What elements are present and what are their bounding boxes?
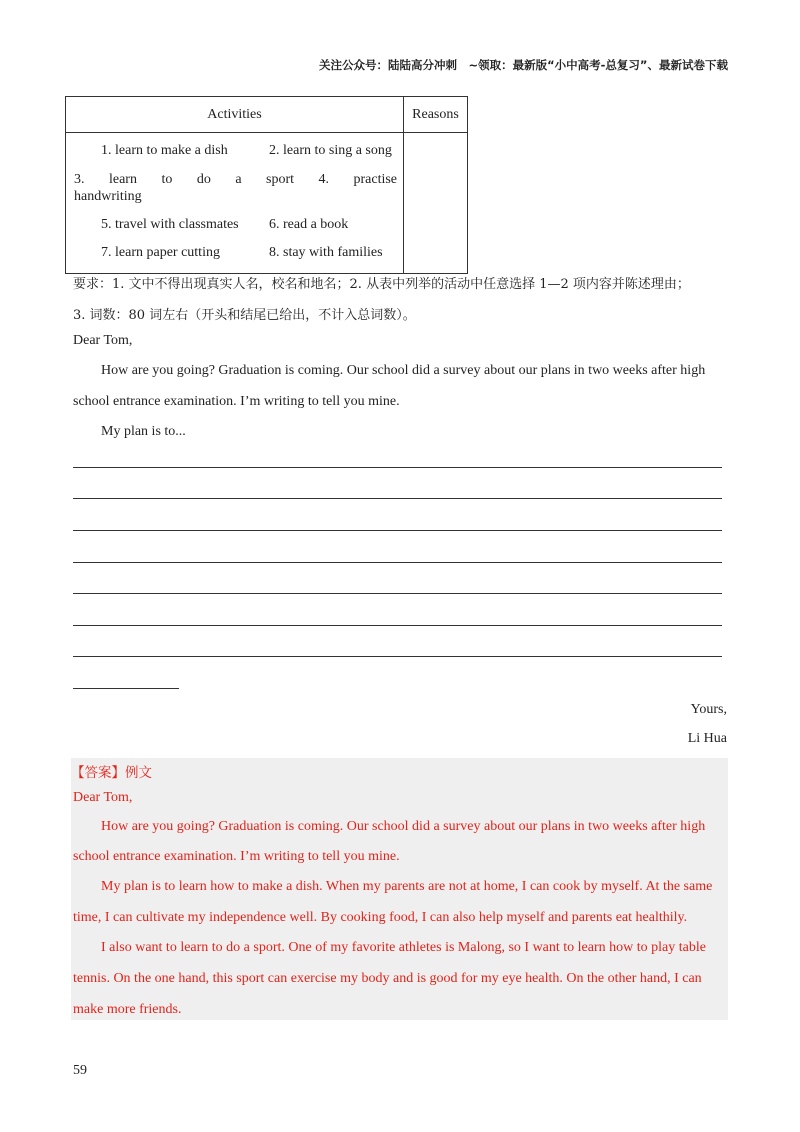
activity-item: handwriting <box>74 189 142 204</box>
letter-greeting: Dear Tom, <box>73 333 133 348</box>
answer-label: 【答案】例文 <box>71 765 152 781</box>
activity-item: 4. <box>318 172 329 187</box>
activity-item: 6. read a book <box>269 217 349 232</box>
writing-line[interactable] <box>73 467 722 468</box>
activity-item: to <box>161 172 173 187</box>
writing-line[interactable] <box>73 625 722 626</box>
reasons-cell <box>404 133 468 274</box>
activities-table <box>65 96 468 274</box>
activities-header: Activities <box>66 97 404 133</box>
activity-item: learn <box>108 172 137 187</box>
letter-para2: My plan is to... <box>101 424 186 439</box>
activity-row <box>74 137 397 165</box>
activity-row <box>74 211 397 239</box>
activity-item: practise <box>353 172 398 187</box>
activity-item: 2. learn to sing a song <box>269 143 392 158</box>
activity-item: sport <box>266 172 295 187</box>
activities-cell <box>66 133 404 274</box>
reasons-header: Reasons <box>404 97 468 133</box>
answer-line: How are you going? Graduation is coming. Our school did a survey about our plans in two weeks after high <box>101 819 706 834</box>
answer-line: school entrance examination. I’m writing to tell you mine. <box>73 849 400 864</box>
writing-line[interactable] <box>73 498 722 499</box>
activity-item: a <box>235 172 242 187</box>
requirements-line-2: 3. 词数：80 词左右（开头和结尾已给出，不计入总词数）。 <box>73 308 416 323</box>
letter-para1-line1: How are you going? Graduation is coming. Our school did a survey about our plans in two weeks after high <box>101 363 706 378</box>
activity-item: 8. stay with families <box>269 245 383 260</box>
answer-line: make more friends. <box>73 1002 182 1017</box>
answer-line: time, I can cultivate my independence well. By cooking food, I can also help myself and parents eat healthily. <box>73 910 688 925</box>
writing-line[interactable] <box>73 593 722 594</box>
letter-signature: Li Hua <box>687 731 727 746</box>
activity-row <box>74 239 397 267</box>
activity-item: 1. learn to make a dish <box>101 143 228 158</box>
letter-para1-line2: school entrance examination. I’m writing to tell you mine. <box>73 394 400 409</box>
activity-item: 7. learn paper cutting <box>101 245 220 260</box>
answer-line: I also want to learn to do a sport. One of my favorite athletes is Malong, so I want to learn how to play table <box>101 940 706 955</box>
page-header: 关注公众号：陆陆高分冲刺 ~领取：最新版“小中高考-总复习”、最新试卷下载 <box>318 58 728 72</box>
activity-item: 5. travel with classmates <box>101 217 239 232</box>
writing-line[interactable] <box>73 656 722 657</box>
activity-item: 3. <box>74 172 85 187</box>
writing-line[interactable] <box>73 530 722 531</box>
writing-line[interactable] <box>73 688 179 689</box>
requirements-line-1: 要求：1. 文中不得出现真实人名，校名和地名；2. 从表中列举的活动中任意选择 1—2 项内容并陈述理由； <box>73 277 690 292</box>
answer-greeting: Dear Tom, <box>73 790 133 805</box>
page-number: 59 <box>73 1063 87 1078</box>
writing-line[interactable] <box>73 562 722 563</box>
answer-line: My plan is to learn how to make a dish. When my parents are not at home, I can cook by myself. At the same <box>101 879 713 894</box>
activity-item: do <box>196 172 211 187</box>
answer-line: tennis. On the one hand, this sport can exercise my body and is good for my eye health. On the other hand, I can <box>73 971 702 986</box>
activity-row <box>74 171 397 189</box>
letter-closing: Yours, <box>690 702 727 717</box>
